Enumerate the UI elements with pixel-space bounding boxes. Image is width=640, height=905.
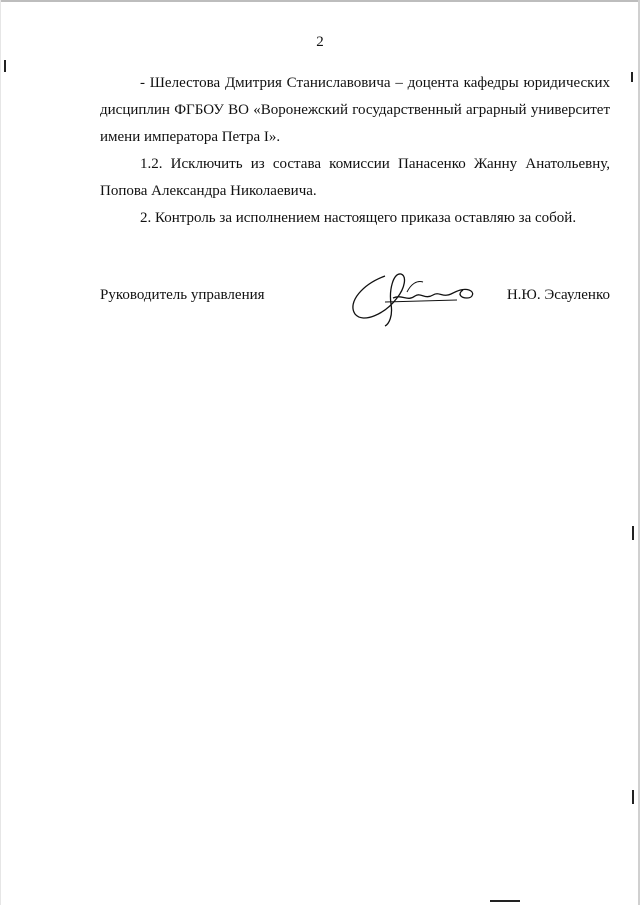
scan-left-edge xyxy=(0,0,1,905)
scan-mark xyxy=(490,900,520,902)
scan-mark xyxy=(632,790,634,804)
scan-top-edge xyxy=(0,0,640,2)
scan-mark xyxy=(632,526,634,540)
handwritten-signature-icon xyxy=(345,268,485,328)
signatory-name: Н.Ю. Эсауленко xyxy=(506,287,610,303)
paragraph-control: 2. Контроль за исполнением настоящего приказа оставляю за собой. xyxy=(140,210,577,226)
signatory-role: Руководитель управления xyxy=(100,287,265,303)
paragraph-exclusion: 1.2. Исключить из состава комиссии Панасенко Жанну Анатольевну, Попова Александра Николаевича. xyxy=(100,156,610,199)
scan-mark xyxy=(631,72,633,82)
scan-mark xyxy=(4,60,6,72)
page-number: 2 xyxy=(316,34,324,50)
paragraph-appointee: - Шелестова Дмитрия Станиславовича – доцента кафедры юридических дисциплин ФГБОУ ВО «Воронежский государственный аграрный университет имени императора Петра I». xyxy=(100,75,610,145)
